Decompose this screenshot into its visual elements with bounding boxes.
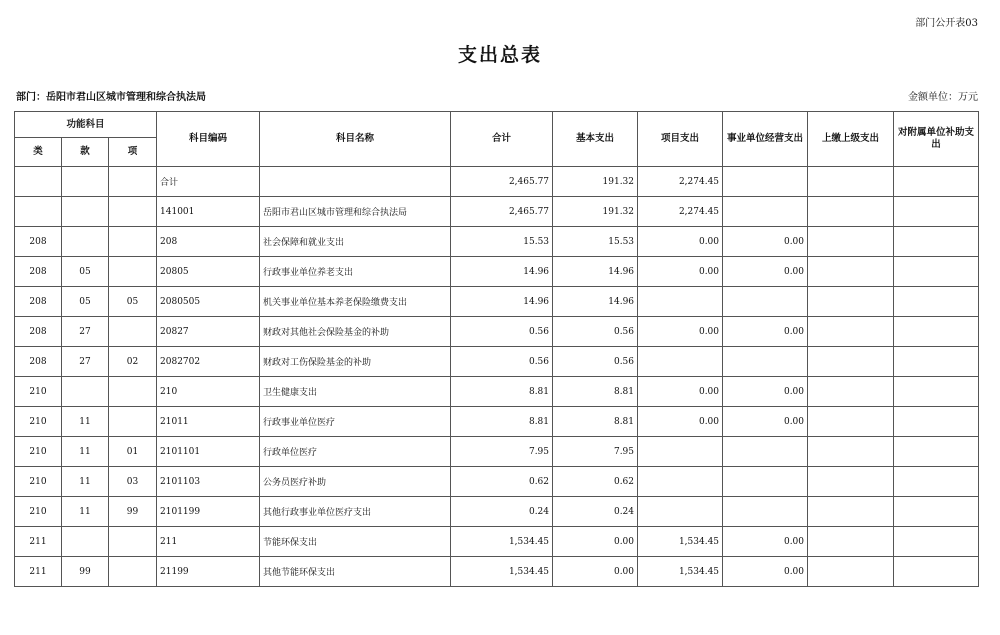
amount-unit-label: 金额单位：万元 <box>908 92 978 103</box>
cell-total: 1,534.45 <box>451 557 553 587</box>
cell-xiang <box>109 167 157 197</box>
table-row <box>15 197 979 227</box>
cell-project: 0.00 <box>638 317 723 347</box>
cell-business <box>723 497 808 527</box>
cell-subsidy <box>894 197 979 227</box>
header-lei: 类 <box>15 138 62 167</box>
cell-code: 2082702 <box>157 347 260 377</box>
cell-project: 2,274.45 <box>638 167 723 197</box>
cell-project <box>638 347 723 377</box>
form-number: 部门公开表03 <box>915 18 978 29</box>
cell-upper <box>808 557 894 587</box>
cell-xiang <box>109 257 157 287</box>
cell-business: 0.00 <box>723 527 808 557</box>
table-row <box>15 497 979 527</box>
cell-upper <box>808 407 894 437</box>
cell-subsidy <box>894 497 979 527</box>
cell-business <box>723 287 808 317</box>
cell-subsidy <box>894 227 979 257</box>
expenditure-table <box>14 111 979 587</box>
cell-subsidy <box>894 437 979 467</box>
cell-upper <box>808 467 894 497</box>
cell-business: 0.00 <box>723 317 808 347</box>
cell-code: 208 <box>157 227 260 257</box>
cell-basic: 0.62 <box>553 467 638 497</box>
header-basic: 基本支出 <box>553 112 638 167</box>
header-total: 合计 <box>451 112 553 167</box>
cell-business <box>723 197 808 227</box>
cell-project: 1,534.45 <box>638 557 723 587</box>
cell-xiang <box>109 557 157 587</box>
cell-upper <box>808 317 894 347</box>
cell-basic: 7.95 <box>553 437 638 467</box>
cell-xiang <box>109 197 157 227</box>
cell-name: 行政单位医疗 <box>260 437 451 467</box>
cell-project: 0.00 <box>638 227 723 257</box>
cell-project <box>638 467 723 497</box>
cell-subsidy <box>894 557 979 587</box>
cell-subsidy <box>894 317 979 347</box>
cell-kuan: 27 <box>62 347 109 377</box>
cell-upper <box>808 527 894 557</box>
table-row <box>15 257 979 287</box>
cell-kuan <box>62 197 109 227</box>
header-subject-name: 科目名称 <box>260 112 451 167</box>
cell-xiang: 01 <box>109 437 157 467</box>
cell-lei: 210 <box>15 407 62 437</box>
department-label: 部门：岳阳市君山区城市管理和综合执法局 <box>16 92 206 103</box>
cell-kuan <box>62 167 109 197</box>
cell-lei: 208 <box>15 287 62 317</box>
cell-total: 2,465.77 <box>451 197 553 227</box>
cell-code: 21199 <box>157 557 260 587</box>
cell-upper <box>808 497 894 527</box>
cell-business <box>723 467 808 497</box>
cell-name: 财政对工伤保险基金的补助 <box>260 347 451 377</box>
cell-total: 0.24 <box>451 497 553 527</box>
header-kuan: 款 <box>62 138 109 167</box>
table-row <box>15 467 979 497</box>
cell-subsidy <box>894 527 979 557</box>
table-row <box>15 437 979 467</box>
cell-subsidy <box>894 287 979 317</box>
cell-total: 2,465.77 <box>451 167 553 197</box>
cell-name: 其他行政事业单位医疗支出 <box>260 497 451 527</box>
cell-lei <box>15 197 62 227</box>
cell-basic: 14.96 <box>553 257 638 287</box>
cell-total: 15.53 <box>451 227 553 257</box>
table-row <box>15 527 979 557</box>
cell-xiang: 02 <box>109 347 157 377</box>
cell-kuan: 11 <box>62 497 109 527</box>
cell-basic: 8.81 <box>553 407 638 437</box>
cell-kuan: 05 <box>62 287 109 317</box>
cell-xiang <box>109 317 157 347</box>
cell-name: 其他节能环保支出 <box>260 557 451 587</box>
cell-basic: 0.24 <box>553 497 638 527</box>
cell-upper <box>808 377 894 407</box>
cell-total: 8.81 <box>451 407 553 437</box>
cell-total: 14.96 <box>451 257 553 287</box>
cell-name: 财政对其他社会保险基金的补助 <box>260 317 451 347</box>
cell-total: 7.95 <box>451 437 553 467</box>
cell-code: 2080505 <box>157 287 260 317</box>
header-business: 事业单位经营支出 <box>723 112 808 167</box>
cell-project: 0.00 <box>638 257 723 287</box>
cell-lei: 210 <box>15 377 62 407</box>
cell-subsidy <box>894 257 979 287</box>
cell-lei: 208 <box>15 347 62 377</box>
cell-subsidy <box>894 377 979 407</box>
cell-basic: 14.96 <box>553 287 638 317</box>
cell-lei: 208 <box>15 227 62 257</box>
header-upper: 上缴上级支出 <box>808 112 894 167</box>
cell-total: 1,534.45 <box>451 527 553 557</box>
cell-project <box>638 287 723 317</box>
cell-lei: 210 <box>15 467 62 497</box>
cell-name: 行政事业单位养老支出 <box>260 257 451 287</box>
cell-business: 0.00 <box>723 257 808 287</box>
cell-project: 0.00 <box>638 407 723 437</box>
cell-name: 卫生健康支出 <box>260 377 451 407</box>
cell-total: 14.96 <box>451 287 553 317</box>
header-xiang: 项 <box>109 138 157 167</box>
cell-total: 0.56 <box>451 347 553 377</box>
cell-upper <box>808 287 894 317</box>
cell-lei <box>15 167 62 197</box>
cell-basic: 0.56 <box>553 347 638 377</box>
cell-total: 8.81 <box>451 377 553 407</box>
cell-basic: 0.56 <box>553 317 638 347</box>
cell-basic: 15.53 <box>553 227 638 257</box>
cell-name: 社会保障和就业支出 <box>260 227 451 257</box>
table-row <box>15 407 979 437</box>
cell-code: 210 <box>157 377 260 407</box>
cell-upper <box>808 437 894 467</box>
table-row <box>15 167 979 197</box>
cell-kuan: 99 <box>62 557 109 587</box>
cell-kuan <box>62 227 109 257</box>
cell-code: 20827 <box>157 317 260 347</box>
cell-upper <box>808 257 894 287</box>
cell-code: 2101199 <box>157 497 260 527</box>
cell-code: 141001 <box>157 197 260 227</box>
cell-kuan: 11 <box>62 407 109 437</box>
header-project: 项目支出 <box>638 112 723 167</box>
cell-kuan: 05 <box>62 257 109 287</box>
cell-name: 节能环保支出 <box>260 527 451 557</box>
cell-basic: 0.00 <box>553 527 638 557</box>
cell-business: 0.00 <box>723 407 808 437</box>
cell-lei: 208 <box>15 257 62 287</box>
cell-basic: 8.81 <box>553 377 638 407</box>
cell-subsidy <box>894 167 979 197</box>
cell-xiang <box>109 227 157 257</box>
cell-project: 2,274.45 <box>638 197 723 227</box>
cell-subsidy <box>894 407 979 437</box>
cell-xiang: 99 <box>109 497 157 527</box>
cell-name: 岳阳市君山区城市管理和综合执法局 <box>260 197 451 227</box>
cell-lei: 208 <box>15 317 62 347</box>
cell-business: 0.00 <box>723 377 808 407</box>
cell-business <box>723 437 808 467</box>
cell-name <box>260 167 451 197</box>
cell-kuan <box>62 527 109 557</box>
cell-code: 2101103 <box>157 467 260 497</box>
cell-subsidy <box>894 347 979 377</box>
cell-total: 0.62 <box>451 467 553 497</box>
cell-project: 1,534.45 <box>638 527 723 557</box>
cell-upper <box>808 227 894 257</box>
cell-basic: 0.00 <box>553 557 638 587</box>
cell-xiang: 03 <box>109 467 157 497</box>
header-subsidy: 对附属单位补助支出 <box>894 112 979 167</box>
cell-business <box>723 167 808 197</box>
header-function-subject: 功能科目 <box>15 112 157 138</box>
cell-code: 合计 <box>157 167 260 197</box>
table-row <box>15 557 979 587</box>
cell-business <box>723 347 808 377</box>
cell-name: 行政事业单位医疗 <box>260 407 451 437</box>
cell-kuan: 27 <box>62 317 109 347</box>
cell-xiang <box>109 407 157 437</box>
cell-upper <box>808 197 894 227</box>
cell-code: 2101101 <box>157 437 260 467</box>
cell-name: 公务员医疗补助 <box>260 467 451 497</box>
table-row <box>15 287 979 317</box>
cell-business: 0.00 <box>723 557 808 587</box>
cell-lei: 211 <box>15 527 62 557</box>
cell-xiang <box>109 527 157 557</box>
table-row <box>15 317 979 347</box>
table-row <box>15 227 979 257</box>
cell-basic: 191.32 <box>553 167 638 197</box>
header-subject-code: 科目编码 <box>157 112 260 167</box>
cell-project: 0.00 <box>638 377 723 407</box>
table-row <box>15 347 979 377</box>
cell-xiang: 05 <box>109 287 157 317</box>
cell-project <box>638 497 723 527</box>
cell-project <box>638 437 723 467</box>
cell-kuan: 11 <box>62 467 109 497</box>
cell-basic: 191.32 <box>553 197 638 227</box>
table-body <box>15 167 979 587</box>
table-row <box>15 377 979 407</box>
cell-upper <box>808 347 894 377</box>
cell-name: 机关事业单位基本养老保险缴费支出 <box>260 287 451 317</box>
cell-business: 0.00 <box>723 227 808 257</box>
cell-upper <box>808 167 894 197</box>
cell-kuan: 11 <box>62 437 109 467</box>
cell-xiang <box>109 377 157 407</box>
cell-lei: 211 <box>15 557 62 587</box>
cell-code: 211 <box>157 527 260 557</box>
cell-code: 20805 <box>157 257 260 287</box>
cell-subsidy <box>894 467 979 497</box>
cell-lei: 210 <box>15 497 62 527</box>
cell-code: 21011 <box>157 407 260 437</box>
cell-kuan <box>62 377 109 407</box>
cell-total: 0.56 <box>451 317 553 347</box>
page-title: 支出总表 <box>457 44 542 66</box>
cell-lei: 210 <box>15 437 62 467</box>
